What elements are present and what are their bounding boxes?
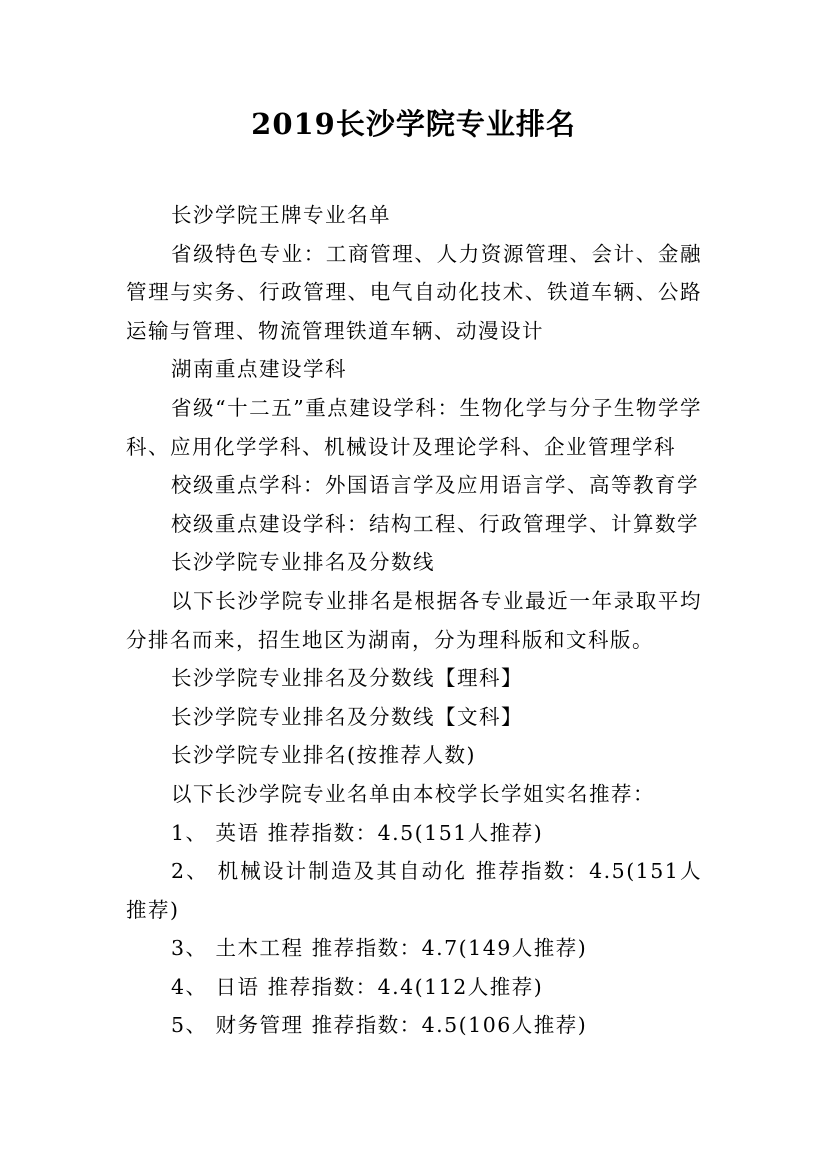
paragraph-ranking-heading: 长沙学院专业排名及分数线 [171, 550, 435, 575]
paragraph-provincial-majors: 省级特色专业：工商管理、人力资源管理、会计、金融管理与实务、行政管理、电气自动化技术、铁道车辆、公路运输与管理、物流管理铁道车辆、动漫设计 [126, 241, 702, 343]
paragraph-provincial-key-disciplines: 省级“十二五”重点建设学科：生物化学与分子生物学学科、应用化学学科、机械设计及理论学科、企业管理学科 [126, 395, 702, 459]
list-item: 1、 英语 推荐指数：4.5(151人推荐) [171, 820, 544, 845]
paragraph-recommend-heading: 长沙学院专业排名(按推荐人数) [171, 743, 476, 768]
paragraph-recommend-intro: 以下长沙学院专业名单由本校学长学姐实名推荐： [171, 781, 655, 806]
paragraph-top-majors-heading: 长沙学院王牌专业名单 [171, 203, 391, 227]
document-body [126, 196, 702, 1045]
paragraph-school-key-disciplines: 校级重点学科：外国语言学及应用语言学、高等教育学 [171, 473, 699, 498]
page-title: 2019长沙学院专业排名 [251, 107, 576, 141]
paragraph-school-key-construction: 校级重点建设学科：结构工程、行政管理学、计算数学 [171, 511, 699, 536]
list-item: 3、 土木工程 推荐指数：4.7(149人推荐) [171, 936, 588, 961]
paragraph-ranking-intro: 以下长沙学院专业排名是根据各专业最近一年录取平均分排名而来，招生地区为湖南，分为理科版和文科版。 [126, 588, 702, 652]
paragraph-key-disciplines-heading: 湖南重点建设学科 [171, 357, 347, 382]
paragraph-arts-ranking: 长沙学院专业排名及分数线【文科】 [171, 704, 523, 729]
list-item: 2、 机械设计制造及其自动化 推荐指数：4.5(151人推荐) [126, 859, 702, 922]
list-item: 4、 日语 推荐指数：4.4(112人推荐) [171, 974, 544, 999]
paragraph-science-ranking: 长沙学院专业排名及分数线【理科】 [171, 666, 523, 691]
list-item: 5、 财务管理 推荐指数：4.5(106人推荐) [171, 1013, 588, 1038]
